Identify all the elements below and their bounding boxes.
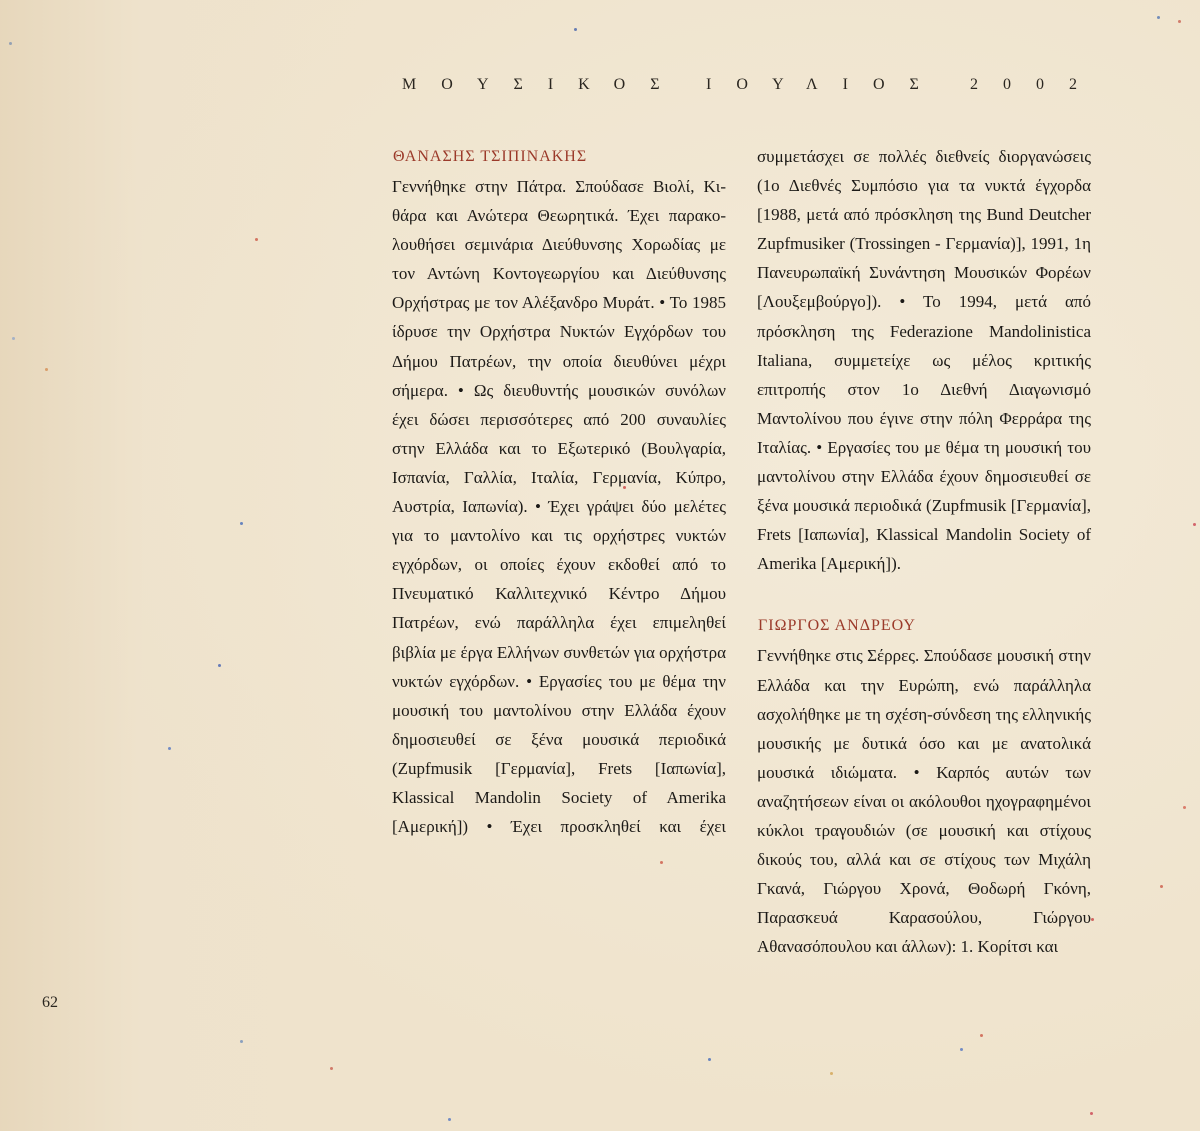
biography-text-continued: συμμετάσχει σε πολλές διεθνείς διοργανώσεις (1ο Διεθνές Συμπόσιο για τα νυκτά έγχορδα [1988, μετά από πρόσκληση της Bund Deutcher Zupfmusiker (Trossingen - Γερμανία)], 1991, 1η Πανευρωπαϊκή Συνάντηση Μουσικών Φορέων [Λουξεμβούργο]). • Το 1994, μετά από πρόσκληση της Federazione Mandolinistica Italiana, συμμετείχε ως μέλος κριτικής επιτροπής στον 1ο Διεθνή Διαγωνισμό Μαντολίνου που έγινε στην πόλη Φερράρα της Ιταλίας. • Εργασίες του με θέμα τη μουσική του μαντολίνου στην Ελλάδα έχουν δημοσιευθεί σε ξένα μουσικά περιοδικά (Zupfmusik [Γερμανία], Frets [Ιαπωνία], Klassical Mandolin Society of Amerika [Αμερική]).	[757, 147, 1091, 574]
page-number: 62	[42, 994, 58, 1011]
running-head-magazine: ΜΟΥΣΙΚΟΣ	[402, 76, 685, 93]
biography-name-andreou: ΓΙΩΡΓΟΣ ΑΝΔΡΕΟΥ	[758, 617, 916, 635]
running-head	[400, 72, 1102, 102]
biography-andreou-column	[757, 142, 1091, 961]
running-head-month: ΙΟΥΛΙΟΣ	[706, 76, 944, 93]
biography-name: ΘΑΝΑΣΗΣ ΤΣΙΠΙΝΑΚΗΣ	[393, 148, 588, 165]
running-head-year: 2002	[970, 76, 1102, 93]
biography-tsipinakis	[392, 142, 726, 841]
biography-text-andreou: Γεννήθηκε στις Σέρρες. Σπούδασε μουσική στην Ελλάδα και την Ευρώπη, ενώ παράλληλα ασχολήθηκε με τη σχέση-σύνδεση της ελληνικής μουσικής με δυτικά όσο και με ανατολικά μουσικά ιδιώματα. • Καρπός αυτών των αναζητήσεων είναι οι ακόλουθοι ηχογραφημένοι κύκλοι τραγουδιών (σε μουσική και στίχους δικούς του, αλλά και σε στίχους των Μιχάλη Γκανά, Γιώργου Χρονά, Θοδωρή Γκόνη, Παρασκευά Καρασούλου, Γιώργου Αθανασόπουλου και άλλων): 1. Κορίτσι και	[757, 646, 1091, 957]
biography-text: Γεννήθηκε στην Πάτρα. Σπούδασε Βιολί, Κιθάρα και Ανώτερα Θεωρητικά. Έχει παρακολουθήσει σεμινάρια Διεύθυνσης Χορωδίας με τον Αντώνη Κοντογεωργίου και Διεύθυνσης Ορχήστρας με τον Αλέξανδρο Μυράτ. • Το 1985 ίδρυσε την Ορχήστρα Νυκτών Εγχόρδων του Δήμου Πατρέων, την οποία διευθύνει μέχρι σήμερα. • Ως διευθυντής μουσικών συνόλων έχει δώσει περισσότερες από 200 συναυλίες στην Ελλάδα και το Εξωτερικό (Βουλγαρία, Ισπανία, Γαλλία, Ιταλία, Γερμανία, Κύπρο, Αυστρία, Ιαπωνία). • Έχει γράψει δύο μελέτες για το μαντολίνο και τις ορχήστρες νυκτών εγχόρδων, οι οποίες έχουν εκδοθεί από το Πνευματικό Καλλιτεχνικό Κέντρο Δήμου Πατρέων, ενώ παράλληλα έχει επιμεληθεί βιβλία με έργα Ελλήνων συνθετών για ορχήστρα νυκτών εγχόρδων. • Εργασίες του με θέμα την μουσική του μαντολίνου στην Ελλάδα έχουν δημοσιευθεί σε ξένα μουσικά περιοδικά (Zupfmusik [Γερμανία], Frets [Ιαπωνία], Klassical Mandolin Society of Amerika [Αμερική]) • Έχει προσκληθεί και έχει	[392, 177, 726, 837]
